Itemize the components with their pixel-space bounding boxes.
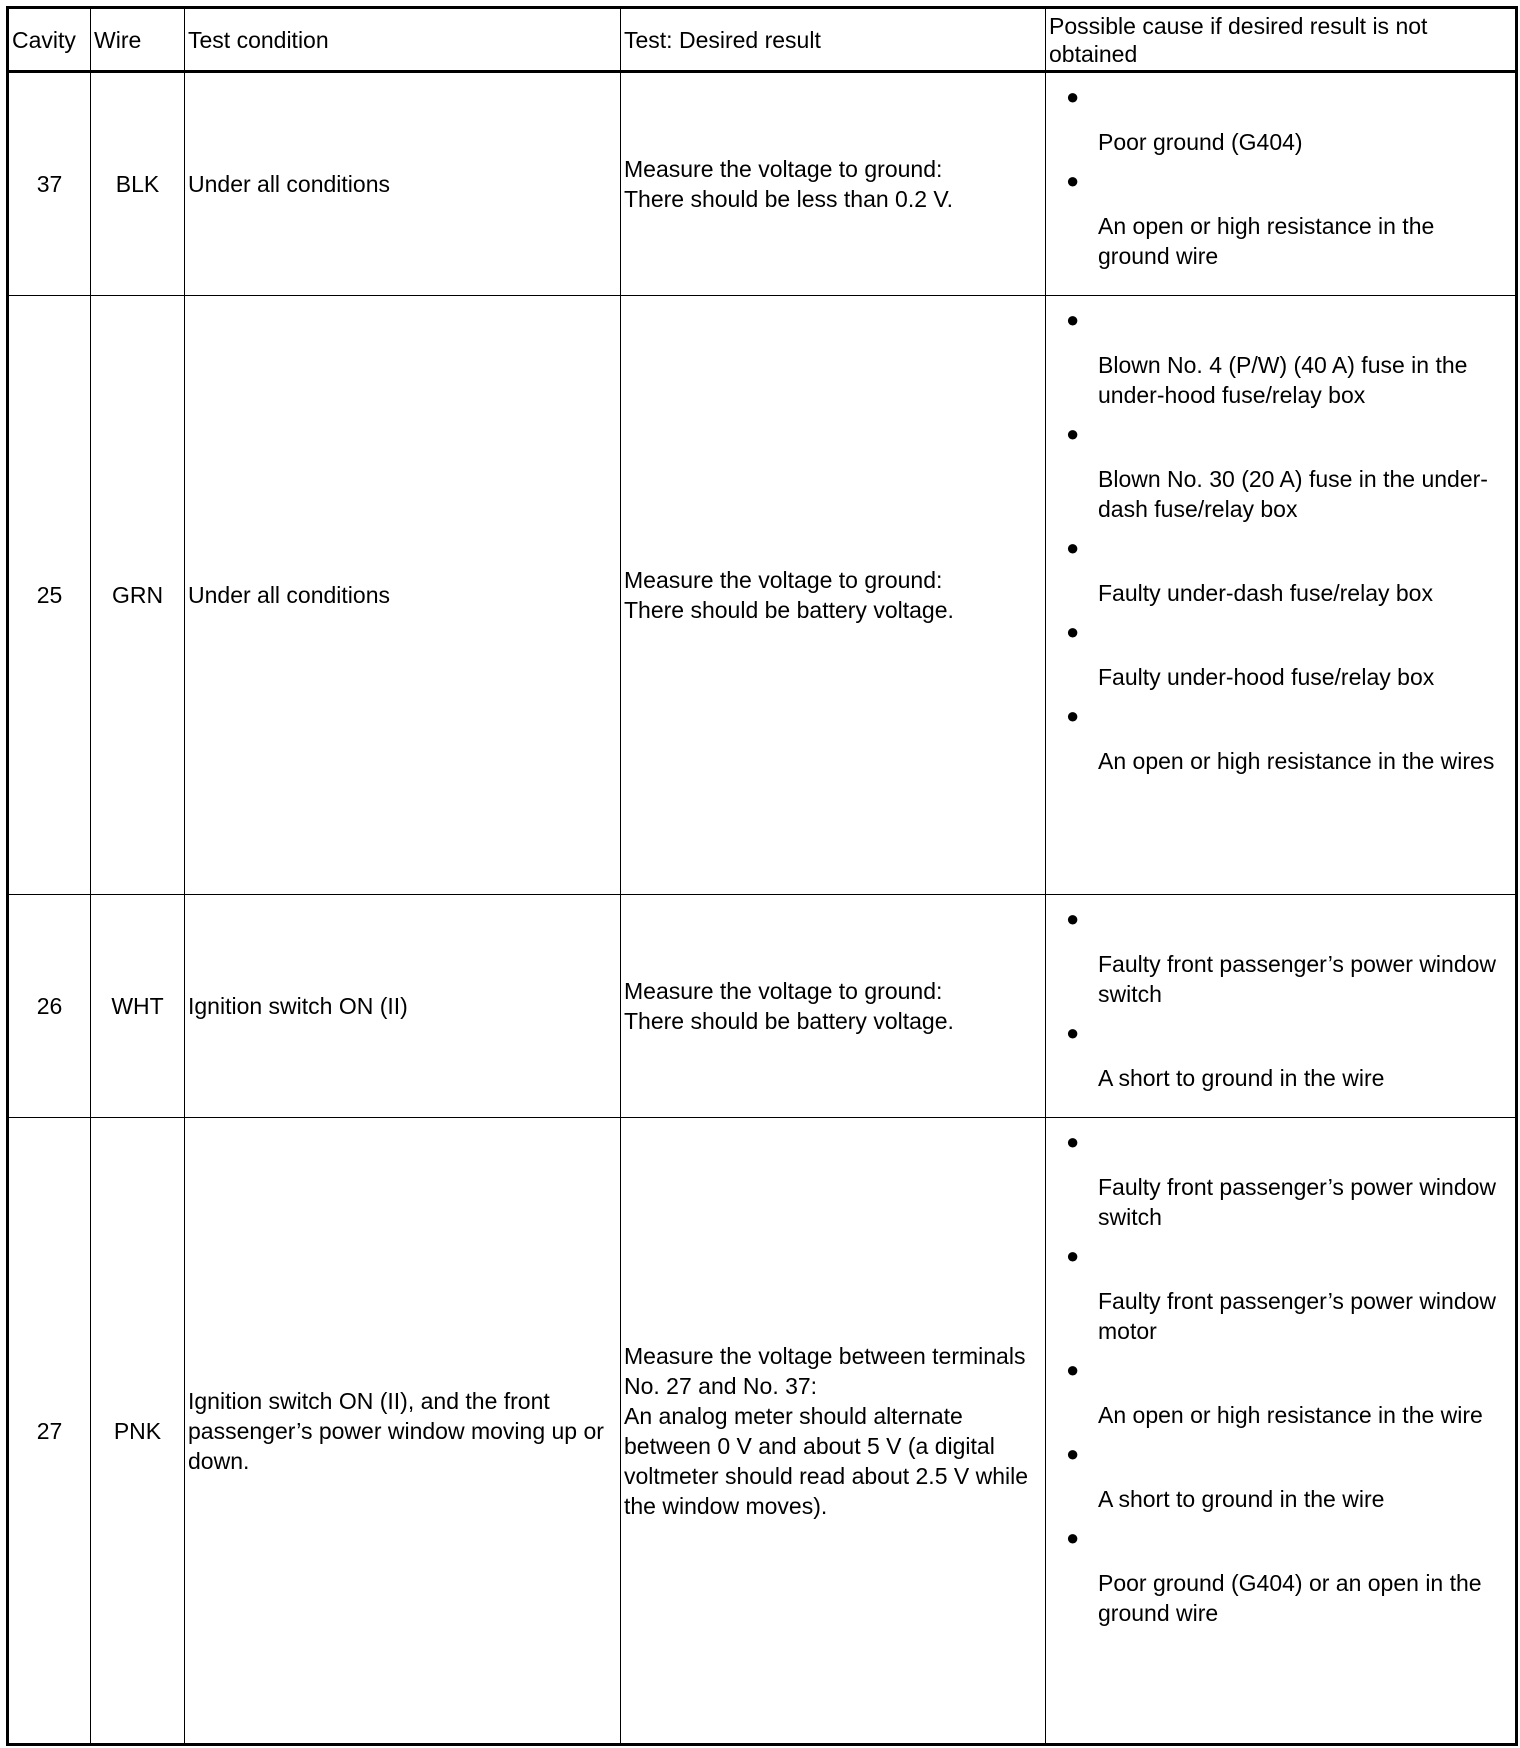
desired-result-cell: Measure the voltage to ground: There should be battery voltage. — [621, 895, 1046, 1118]
cause-text: Faulty front passenger’s power window motor — [1098, 1288, 1497, 1344]
list-item — [1066, 296, 1511, 410]
cause-text: A short to ground in the wire — [1098, 1065, 1385, 1091]
bullet-icon: ● — [1066, 906, 1080, 931]
cause-list — [1066, 296, 1511, 776]
bullet-icon: ● — [1066, 1243, 1080, 1268]
list-item — [1066, 608, 1511, 692]
cause-text: Blown No. 30 (20 A) fuse in the under-dash fuse/relay box — [1098, 466, 1488, 522]
desired-result-cell: Measure the voltage between terminals No. 27 and No. 37: An analog meter should alternate between 0 V and about 5 V (a digital voltmeter should read about 2.5 V while the window moves). — [621, 1118, 1046, 1745]
wire-color-cell: BLK — [91, 72, 185, 296]
desired-result-cell: Measure the voltage to ground: There should be battery voltage. — [621, 296, 1046, 895]
list-item — [1066, 73, 1511, 157]
wire-color-cell: WHT — [91, 895, 185, 1118]
table-row — [8, 1118, 1517, 1745]
list-item — [1066, 1430, 1511, 1514]
header-desired-result: Test: Desired result — [621, 8, 1046, 72]
bullet-icon: ● — [1066, 421, 1080, 446]
list-item — [1066, 157, 1511, 271]
header-cavity: Cavity — [8, 8, 91, 72]
header-row — [8, 8, 1517, 72]
list-item — [1066, 1118, 1511, 1232]
cause-text: An open or high resistance in the wire — [1098, 1402, 1483, 1428]
cavity-cell: 27 — [8, 1118, 91, 1745]
bullet-icon: ● — [1066, 703, 1080, 728]
possible-cause-cell — [1046, 296, 1517, 895]
possible-cause-cell — [1046, 72, 1517, 296]
list-item — [1066, 1514, 1511, 1628]
desired-result-cell: Measure the voltage to ground: There should be less than 0.2 V. — [621, 72, 1046, 296]
cause-text: Faulty front passenger’s power window switch — [1098, 951, 1497, 1007]
wire-color-cell: GRN — [91, 296, 185, 895]
list-item — [1066, 1232, 1511, 1346]
cause-text: Poor ground (G404) or an open in the ground wire — [1098, 1570, 1482, 1626]
cavity-cell: 25 — [8, 296, 91, 895]
header-wire: Wire — [91, 8, 185, 72]
bullet-icon: ● — [1066, 619, 1080, 644]
cause-text: Poor ground (G404) — [1098, 129, 1303, 155]
bullet-icon: ● — [1066, 168, 1080, 193]
bullet-icon: ● — [1066, 535, 1080, 560]
possible-cause-cell — [1046, 1118, 1517, 1745]
list-item — [1066, 895, 1511, 1009]
list-item — [1066, 692, 1511, 776]
bullet-icon: ● — [1066, 1129, 1080, 1154]
bullet-icon: ● — [1066, 1020, 1080, 1045]
cause-text: Blown No. 4 (P/W) (40 A) fuse in the under-hood fuse/relay box — [1098, 352, 1468, 408]
cause-text: Faulty front passenger’s power window switch — [1098, 1174, 1497, 1230]
table-row — [8, 72, 1517, 296]
cause-text: Faulty under-dash fuse/relay box — [1098, 580, 1433, 606]
list-item — [1066, 1346, 1511, 1430]
cause-text: An open or high resistance in the wires — [1098, 748, 1495, 774]
bullet-icon: ● — [1066, 1357, 1080, 1382]
cavity-cell: 26 — [8, 895, 91, 1118]
possible-cause-cell — [1046, 895, 1517, 1118]
cause-text: A short to ground in the wire — [1098, 1486, 1385, 1512]
table-body — [8, 72, 1517, 1745]
bullet-icon: ● — [1066, 1525, 1080, 1550]
bullet-icon: ● — [1066, 84, 1080, 109]
test-condition-cell: Under all conditions — [185, 72, 621, 296]
cause-list — [1066, 73, 1511, 271]
list-item — [1066, 524, 1511, 608]
bullet-icon: ● — [1066, 307, 1080, 332]
diagnostic-table — [6, 6, 1518, 1746]
test-condition-cell: Ignition switch ON (II), and the front passenger’s power window moving up or down. — [185, 1118, 621, 1745]
table-row — [8, 895, 1517, 1118]
header-test-condition: Test condition — [185, 8, 621, 72]
cause-list — [1066, 895, 1511, 1093]
list-item — [1066, 1009, 1511, 1093]
list-item — [1066, 410, 1511, 524]
wire-color-cell: PNK — [91, 1118, 185, 1745]
test-condition-cell: Ignition switch ON (II) — [185, 895, 621, 1118]
table-row — [8, 296, 1517, 895]
header-possible-cause: Possible cause if desired result is not obtained — [1046, 8, 1517, 72]
cavity-cell: 37 — [8, 72, 91, 296]
cause-text: Faulty under-hood fuse/relay box — [1098, 664, 1435, 690]
bullet-icon: ● — [1066, 1441, 1080, 1466]
cause-text: An open or high resistance in the ground wire — [1098, 213, 1435, 269]
test-condition-cell: Under all conditions — [185, 296, 621, 895]
cause-list — [1066, 1118, 1511, 1628]
